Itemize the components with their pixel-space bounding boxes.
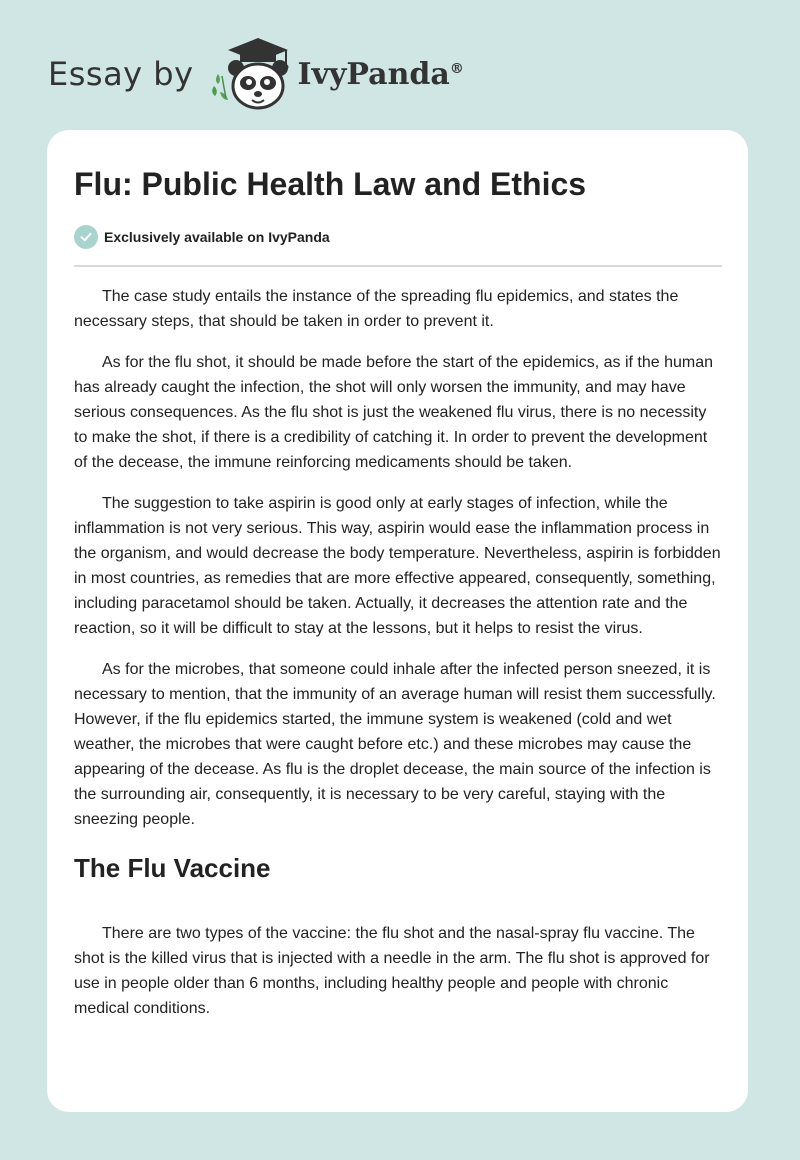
page-title: Flu: Public Health Law and Ethics [74,166,587,202]
brand-header[interactable] [48,36,464,112]
divider [74,265,722,267]
essay-card [47,130,748,1112]
section-heading: The Flu Vaccine [74,853,271,883]
body-paragraph: As for the microbes, that someone could inhale after the infected person sneezed, it is necessary to mention, that the immunity of an average human will resist them successfully. However, if the flu epidemics started, the immune system is weakened (cold and wet weather, the microbes that were caught before etc.) and these microbes may cause the appearing of the decease. As flu is the droplet decease, the main source of the infection is the surrounding air, consequently, it is necessary to be very careful, staying with the sneezing people. [74,661,716,828]
body-paragraph: The suggestion to take aspirin is good only at early stages of infection, while the inflammation is not very serious. This way, aspirin would ease the inflammation process in the organism, and would decrease the body temperature. Nevertheless, aspirin is forbidden in most countries, as remedies that are more effective appeared, consequently, something, including paracetamol should be taken. Actually, it decreases the attention rate and the reaction, so it will be difficult to stay at the lessons, but it helps to resist the virus. [74,495,721,637]
exclusive-label: Exclusively available on IvyPanda [104,229,330,245]
body-paragraph: The case study entails the instance of the spreading flu epidemics, and states the necessary steps, that should be taken in order to prevent it. [74,288,679,330]
panda-graduate-logo-icon [208,36,294,112]
brand-prefix: Essay by [48,55,194,93]
exclusive-badge [74,225,722,249]
body-paragraph: There are two types of the vaccine: the flu shot and the nasal-spray flu vaccine. The shot is the killed virus that is injected with a needle in the arm. The flu shot is approved for use in people older than 6 months, including healthy people and people with chronic medical conditions. [74,925,710,1017]
body-paragraph: As for the flu shot, it should be made before the start of the epidemics, as if the human has already caught the infection, the shot will only worsen the immunity, and may have serious consequences. As the flu shot is just the weakened flu virus, there is no necessity to make the shot, if there is a credibility of catching it. In order to prevent the development of the decease, the immune reinforcing medicaments should be taken. [74,354,714,471]
check-circle-icon [74,225,98,249]
brand-name: IvyPanda® [297,56,464,92]
